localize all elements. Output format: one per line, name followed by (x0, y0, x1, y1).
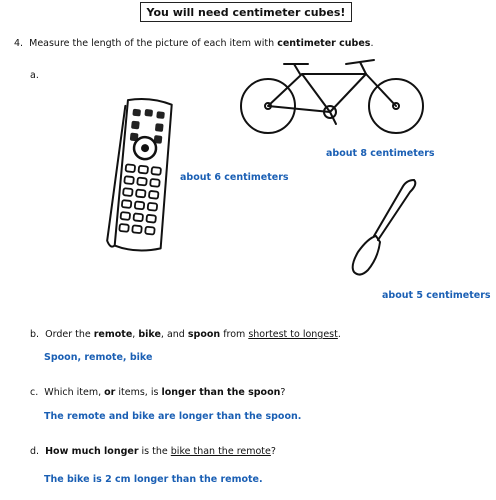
part-c-question (30, 387, 285, 399)
part-d-label: d. (30, 446, 40, 457)
part-c-label: c. (30, 387, 39, 398)
part-b-label: b. (30, 329, 40, 340)
part-d-answer: The bike is 2 cm longer than the remote. (44, 474, 263, 485)
question-number: 4. (14, 38, 24, 49)
part-c-bold: longer than the spoon (161, 387, 281, 398)
part-d-question (30, 446, 276, 458)
part-d-underlined: bike than the remote (170, 446, 271, 457)
question-4 (14, 38, 373, 50)
part-c-text-2: items, is (118, 387, 159, 398)
part-b-answer: Spoon, remote, bike (44, 352, 153, 363)
part-d-bold: How much longer (45, 446, 139, 457)
part-d-qmark: ? (270, 446, 276, 457)
part-b-remote: remote (93, 329, 133, 340)
banner: You will need centimeter cubes! (140, 2, 352, 22)
part-c-answer: The remote and bike are longer than the spoon. (44, 411, 302, 422)
part-d-text: is the (141, 446, 168, 457)
spoon-answer: about 5 centimeters (382, 290, 491, 301)
part-b-question (30, 329, 341, 341)
part-b-period: . (337, 329, 341, 340)
part-b-text: Order the (45, 329, 91, 340)
part-b-underlined: shortest to longest (248, 329, 338, 340)
part-c-text: Which item, (44, 387, 102, 398)
part-b-comma: , (132, 329, 136, 340)
part-b-bike: bike (138, 329, 161, 340)
part-b-from: from (223, 329, 246, 340)
question-bold-text: centimeter cubes (277, 38, 371, 49)
part-b-spoon: spoon (187, 329, 221, 340)
question-text: Measure the length of the picture of each item with (29, 38, 275, 49)
spoon-image (344, 176, 422, 280)
remote-answer: about 6 centimeters (180, 172, 289, 183)
question-period: . (370, 38, 374, 49)
bicycle-image (234, 58, 434, 138)
bike-answer: about 8 centimeters (326, 148, 435, 159)
part-c-qmark: ? (280, 387, 286, 398)
part-c-or: or (104, 387, 116, 398)
part-b-and: , and (160, 329, 185, 340)
part-a-label: a. (30, 70, 39, 81)
remote-control-image (104, 96, 180, 258)
